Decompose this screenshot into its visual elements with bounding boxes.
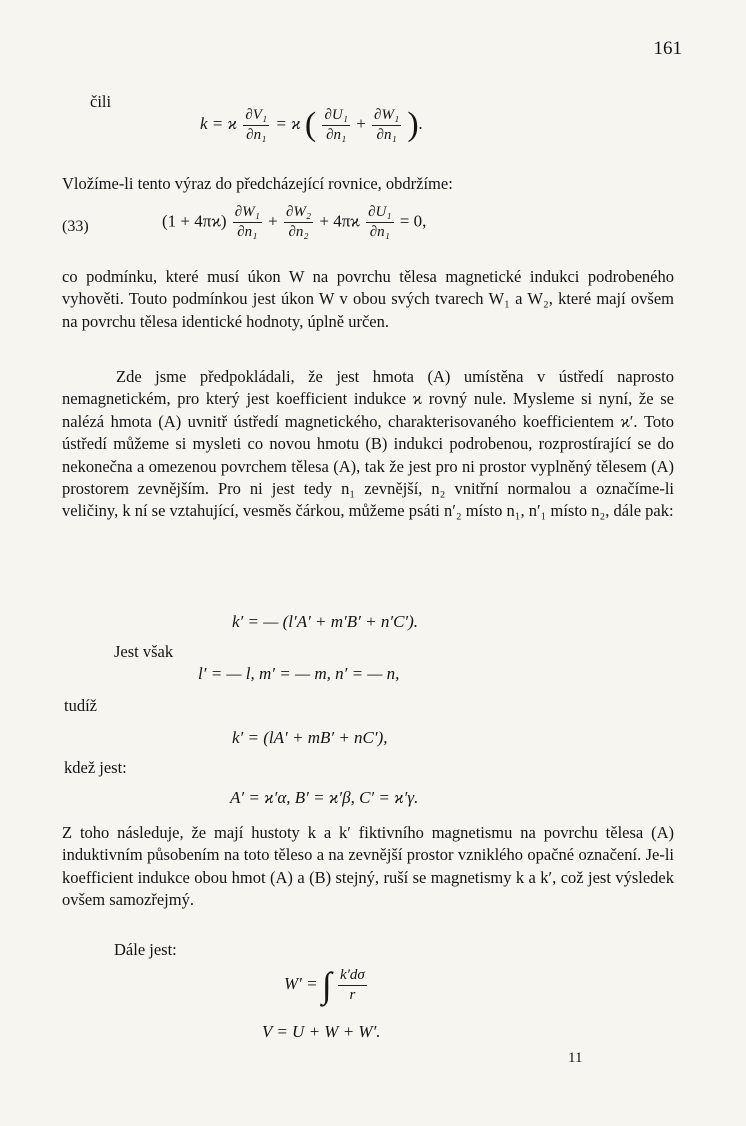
eq33-coef: (1 + 4πϰ) (162, 211, 227, 231)
eq33-frac3 (366, 204, 393, 241)
label-tudiz: tudíž (64, 696, 97, 715)
equation-k (200, 106, 423, 144)
eq-w-lhs: W′ = (284, 973, 318, 993)
eq33-frac1 (233, 204, 262, 241)
eq1-frac3-num: ∂W₁ (372, 107, 401, 126)
eq33-frac2-den: ∂n₂ (288, 224, 309, 240)
paragraph-1: co podmínku, které musí úkon W na povrchu tělesa magnetické indukci podrobeného vyhověti. Touto podmínkou jest úkon W v obou svých tvarech W₁ a W₂, které mají ovšem na povrchu tělesa identické hodnoty, úplně určen. (62, 267, 674, 331)
eq1-frac3-den: ∂n₁ (376, 126, 397, 143)
integral-sign: ∫ (321, 965, 332, 1005)
eq33-frac1-num: ∂W₁ (233, 204, 262, 223)
eq1-frac1-num: ∂V₁ (243, 107, 269, 126)
eq1-mid: = ϰ (275, 113, 301, 133)
eq33-frac3-den: ∂n₁ (369, 224, 390, 240)
eq1-frac3 (372, 107, 401, 144)
equation-k-prime-2: k′ = (lA′ + mB′ + nC′), (232, 728, 388, 747)
eq33-frac2-num: ∂W₂ (284, 204, 313, 223)
equation-abc: A′ = ϰ′α, B′ = ϰ′β, C′ = ϰ′γ. (230, 788, 419, 807)
eq1-frac2-num: ∂U₁ (322, 107, 349, 126)
eq33-plus1: + (268, 211, 278, 231)
label-kdez-jest: kdež jest: (64, 758, 127, 777)
eq1-frac1-den: ∂n₁ (246, 126, 267, 143)
eq1-lhs: k = ϰ (200, 113, 238, 133)
eq1-frac2-den: ∂n₁ (326, 126, 347, 143)
paragraph-3 (62, 822, 674, 912)
page-number: 161 (653, 38, 682, 59)
eq33-rhs: = 0, (399, 211, 427, 231)
eq1-open-paren: ( (304, 106, 317, 143)
eq1-frac1 (243, 107, 269, 144)
paragraph-2 (62, 366, 674, 523)
equation-33-number: (33) (62, 218, 89, 235)
eq-w-frac (338, 967, 367, 1004)
equation-k-prime: k′ = — (l′A′ + m′B′ + n′C′). (232, 612, 419, 631)
label-cili: čili (90, 92, 112, 111)
paragraph-3-text: Z toho následuje, že mají hustoty k a k′ fiktivního magnetismu na povrchu tělesa (A) induktivním působením na toto těleso a na zevnější prostor vzniklého opačné označení. Je-li koefficient indukce obou hmot (A) a (B) stejný, ruší se magnetismy k a k′, což jest výsledek ovšem samozřejmý. (62, 823, 674, 910)
equation-lmn: l′ = — l, m′ = — m, n′ = — n, (198, 664, 400, 683)
eq33-plus2: + 4πϰ (319, 211, 360, 231)
equation-v: V = U + W + W′. (262, 1022, 381, 1041)
eq-w-frac-den: r (349, 986, 356, 1003)
label-jest-vsak: Jest však (114, 642, 174, 661)
paragraph-2-text: Zde jsme předpokládali, že jest hmota (A) umístěna v ústředí naprosto nemagnetickém, pro který jest koefficient indukce ϰ rovný nule. Mysleme si nyní, že se nalézá hmota (A) uvnitř ústředí magnetického, charakterisovaného koefficientem ϰ′. Toto ústředí můžeme si mysleti co novou hmotu (B) indukci podrobenou, rozprostírající se do nekonečna a omezenou povrchem tělesa (A), tak že jest pro ni prostor vyplněný tělesem (A) prostorem zevnějším. Pro ni jest tedy n₁ zevnější, n₂ vnitřní normalou a označíme-li veličiny, k ní se vztahující, vesměs čárkou, můžeme psáti n′₂ místo n₁, n′₁ místo n₂, dále pak: (62, 367, 674, 521)
paragraph-intro: Vložíme-li tento výraz do předcházející rovnice, obdržíme: (62, 174, 453, 193)
eq33-frac1-den: ∂n₁ (237, 224, 258, 240)
label-dale-jest: Dále jest: (114, 940, 177, 959)
equation-w-prime (284, 964, 369, 1006)
eq1-plus: + (356, 113, 366, 133)
eq1-frac2 (322, 107, 349, 144)
eq33-frac2 (284, 204, 313, 241)
eq-w-frac-num: k′dσ (338, 967, 367, 986)
eq1-close-paren: ) (407, 106, 419, 143)
eq1-end: . (418, 113, 423, 133)
footer-signature-number: 11 (568, 1050, 583, 1066)
eq33-frac3-num: ∂U₁ (366, 204, 393, 223)
